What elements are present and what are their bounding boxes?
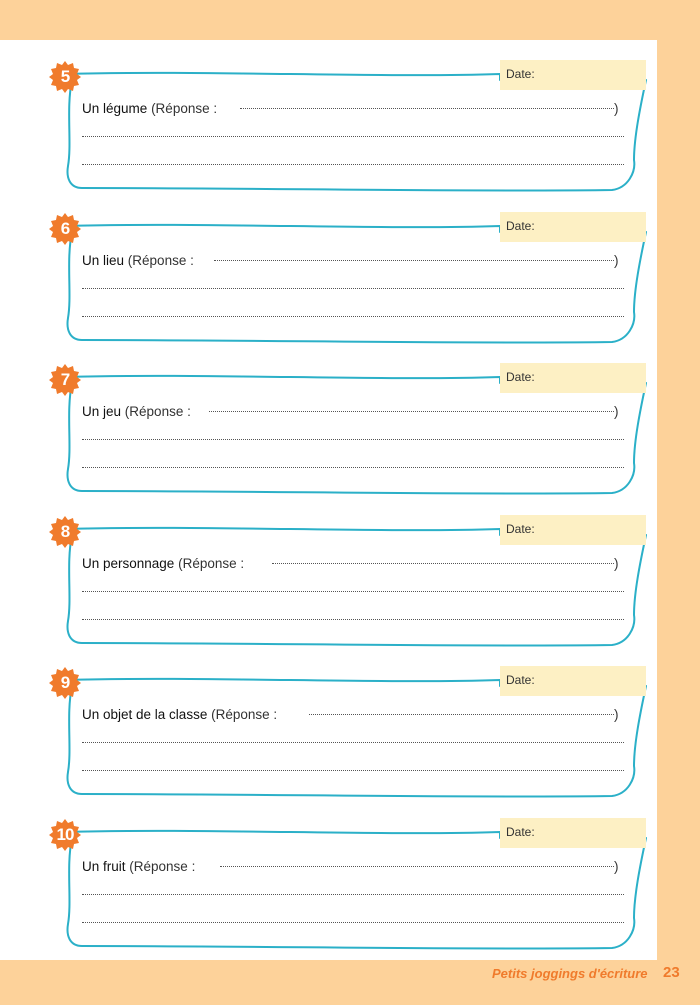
exercise-section bbox=[0, 806, 700, 956]
date-label: Date: bbox=[506, 219, 535, 233]
exercise-section bbox=[0, 654, 700, 804]
date-label: Date: bbox=[506, 67, 535, 81]
date-field[interactable] bbox=[500, 666, 646, 696]
writing-line[interactable] bbox=[82, 439, 624, 440]
closing-paren: ) bbox=[614, 707, 619, 722]
prompt-reponse: (Réponse : bbox=[127, 253, 194, 268]
prompt-topic: Un personnage bbox=[82, 556, 175, 571]
writing-line[interactable] bbox=[82, 316, 624, 317]
writing-line[interactable] bbox=[82, 922, 624, 923]
date-label: Date: bbox=[506, 522, 535, 536]
reponse-line[interactable] bbox=[272, 563, 614, 564]
date-label: Date: bbox=[506, 825, 535, 839]
reponse-line[interactable] bbox=[309, 714, 614, 715]
date-field[interactable] bbox=[500, 212, 646, 242]
footer-title: Petits joggings d'écriture bbox=[492, 966, 648, 981]
exercise-number: 5 bbox=[60, 67, 70, 86]
exercise-number: 6 bbox=[60, 219, 70, 238]
reponse-line[interactable] bbox=[209, 411, 614, 412]
prompt-reponse: (Réponse : bbox=[151, 101, 218, 116]
date-label: Date: bbox=[506, 370, 535, 384]
exercise-section bbox=[0, 503, 700, 653]
reponse-line[interactable] bbox=[240, 108, 614, 109]
prompt-topic: Un objet de la classe bbox=[82, 707, 208, 722]
date-field[interactable] bbox=[500, 818, 646, 848]
exercise-number: 7 bbox=[60, 370, 70, 389]
closing-paren: ) bbox=[614, 404, 619, 419]
exercise-prompt bbox=[82, 859, 195, 874]
writing-line[interactable] bbox=[82, 742, 624, 743]
closing-paren: ) bbox=[614, 253, 619, 268]
writing-line[interactable] bbox=[82, 164, 624, 165]
writing-line[interactable] bbox=[82, 894, 624, 895]
exercise-section bbox=[0, 48, 700, 198]
closing-paren: ) bbox=[614, 556, 619, 571]
date-field[interactable] bbox=[500, 60, 646, 90]
exercise-prompt bbox=[82, 556, 244, 571]
prompt-topic: Un lieu bbox=[82, 253, 125, 268]
date-field[interactable] bbox=[500, 515, 646, 545]
writing-line[interactable] bbox=[82, 288, 624, 289]
prompt-reponse: (Réponse : bbox=[178, 556, 245, 571]
writing-line[interactable] bbox=[82, 619, 624, 620]
prompt-reponse: (Réponse : bbox=[124, 404, 191, 419]
exercise-section bbox=[0, 200, 700, 350]
reponse-line[interactable] bbox=[214, 260, 614, 261]
exercise-number: 9 bbox=[60, 673, 70, 692]
writing-line[interactable] bbox=[82, 770, 624, 771]
exercise-number: 8 bbox=[60, 522, 70, 541]
exercise-section bbox=[0, 351, 700, 501]
prompt-reponse: (Réponse : bbox=[129, 859, 196, 874]
prompt-topic: Un fruit bbox=[82, 859, 126, 874]
writing-line[interactable] bbox=[82, 467, 624, 468]
closing-paren: ) bbox=[614, 859, 619, 874]
exercise-prompt bbox=[82, 101, 217, 116]
date-field[interactable] bbox=[500, 363, 646, 393]
prompt-reponse: (Réponse : bbox=[211, 707, 278, 722]
writing-line[interactable] bbox=[82, 136, 624, 137]
exercise-prompt bbox=[82, 253, 194, 268]
date-label: Date: bbox=[506, 673, 535, 687]
reponse-line[interactable] bbox=[220, 866, 614, 867]
prompt-topic: Un jeu bbox=[82, 404, 122, 419]
writing-line[interactable] bbox=[82, 591, 624, 592]
exercise-prompt bbox=[82, 707, 277, 722]
exercise-prompt bbox=[82, 404, 191, 419]
closing-paren: ) bbox=[614, 101, 619, 116]
exercise-number: 10 bbox=[56, 825, 74, 844]
prompt-topic: Un légume bbox=[82, 101, 148, 116]
page-number: 23 bbox=[663, 964, 680, 981]
